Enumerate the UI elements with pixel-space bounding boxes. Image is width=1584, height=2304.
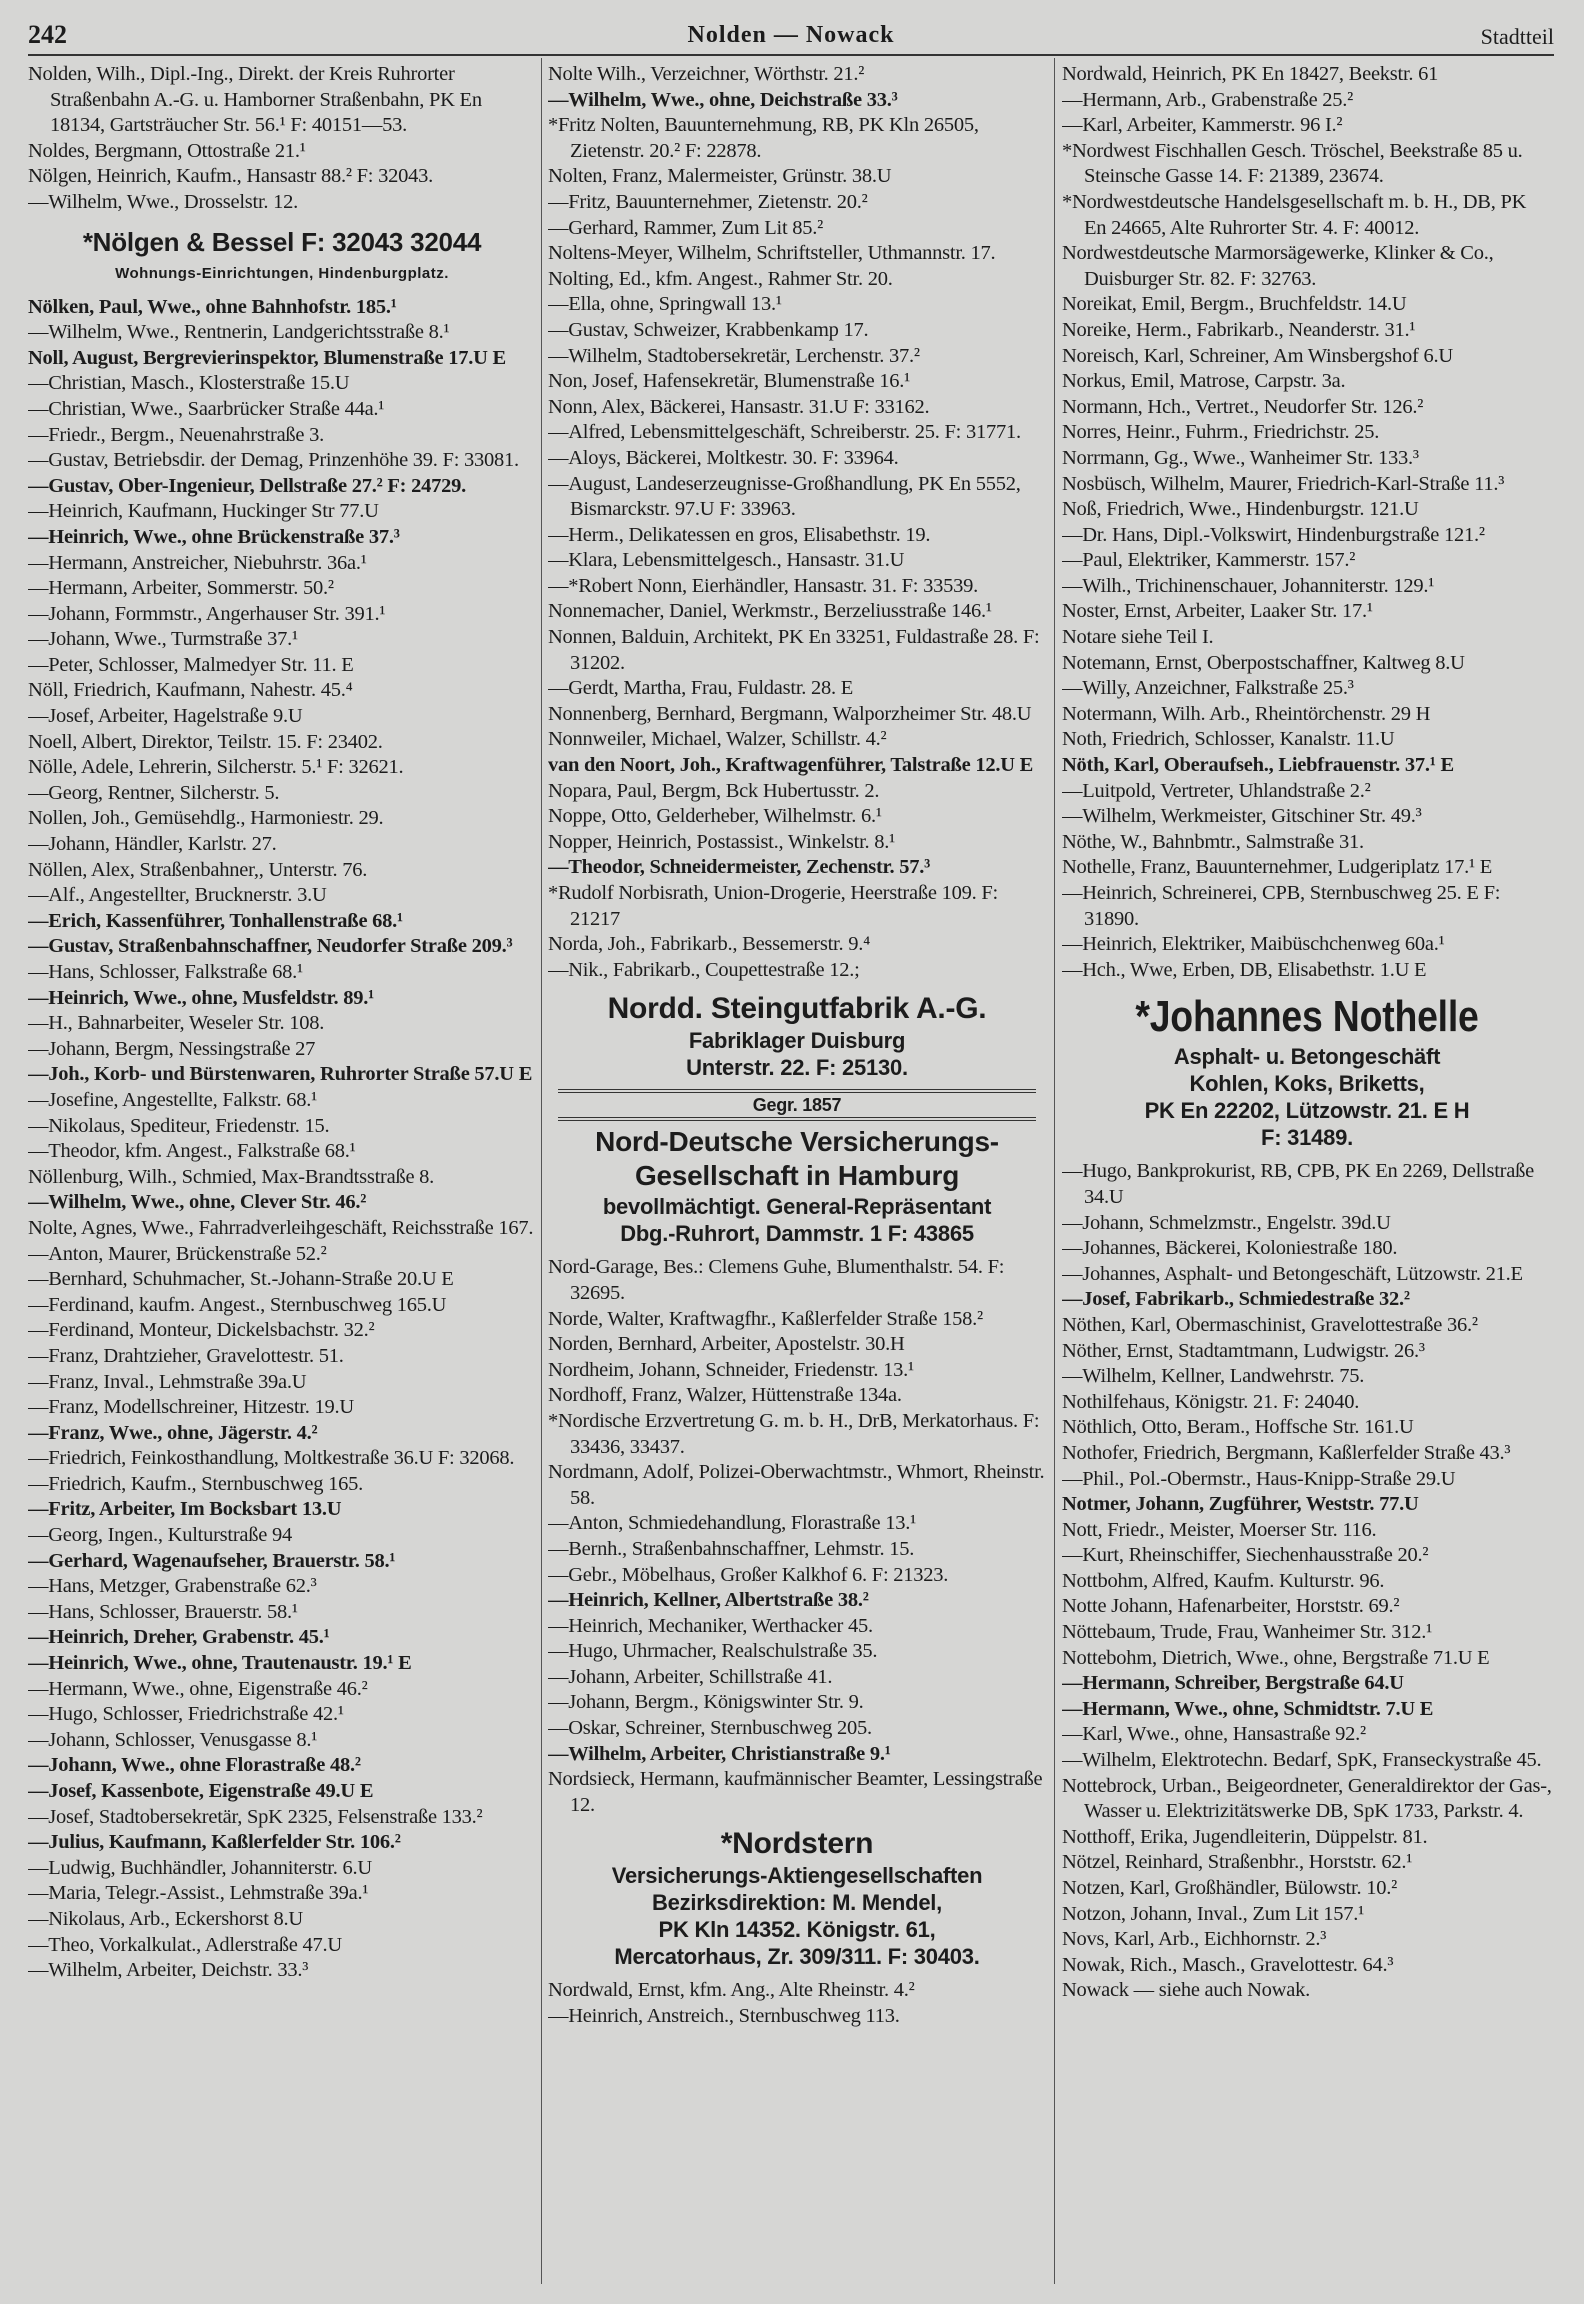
column-divider	[1054, 58, 1055, 2284]
directory-entry: —Ella, ohne, Springwall 13.¹	[548, 293, 782, 316]
directory-entry: Nothilfehaus, Königstr. 21. F: 24040.	[1062, 1390, 1360, 1413]
advertisement-line: *Johannes Nothelle	[1135, 992, 1479, 1042]
directory-entry: Nosbüsch, Wilhelm, Maurer, Friedrich-Karl-Straße 11.³	[1062, 472, 1505, 495]
directory-entry: —Gebr., Möbelhaus, Großer Kalkhof 6. F: 21323.	[548, 1563, 949, 1586]
directory-entry: —Wilhelm, Arbeiter, Deichstr. 33.³	[28, 1959, 309, 1982]
directory-entry: —Peter, Schlosser, Malmedyer Str. 11. E	[28, 653, 354, 676]
directory-entry: —Heinrich, Schreinerei, CPB, Sternbuschweg 25. E F: 31890.	[1062, 882, 1501, 930]
advertisement-line: Gegr. 1857	[558, 1089, 1036, 1121]
directory-entry: Nöll, Friedrich, Kaufmann, Nahestr. 45.⁴	[28, 679, 353, 702]
directory-entry: —Wilhelm, Wwe., Drosselstr. 12.	[28, 190, 299, 213]
directory-entry: —Ludwig, Buchhändler, Johanniterstr. 6.U	[28, 1856, 372, 1879]
directory-entry: Noreikat, Emil, Bergm., Bruchfeldstr. 14.U	[1062, 293, 1407, 316]
directory-entry: —Johann, Schlosser, Venusgasse 8.¹	[28, 1728, 318, 1751]
directory-entry: —Heinrich, Anstreich., Sternbuschweg 113.	[548, 2005, 900, 2028]
directory-entry: Noß, Friedrich, Wwe., Hindenburgstr. 121.U	[1062, 498, 1419, 521]
directory-entry: Nöthlich, Otto, Beram., Hoffsche Str. 161.U	[1062, 1416, 1414, 1439]
directory-entry: —Anton, Maurer, Brückenstraße 52.²	[28, 1242, 327, 1265]
directory-entry: —Bernh., Straßenbahnschaffner, Lehmstr. 15.	[548, 1537, 915, 1560]
directory-entry: —Gustav, Schweizer, Krabbenkamp 17.	[548, 318, 869, 341]
directory-entry: Notermann, Wilh. Arb., Rheintörchenstr. 29 H	[1062, 702, 1431, 725]
directory-entry: Nollen, Joh., Gemüsehdlg., Harmoniestr. 29.	[28, 807, 384, 830]
directory-entry: van den Noort, Joh., Kraftwagenführer, Talstraße 12.U E	[548, 754, 1034, 777]
directory-entry: —Ferdinand, kaufm. Angest., Sternbuschweg 165.U	[28, 1293, 447, 1316]
directory-entry: Nordhoff, Franz, Walzer, Hüttenstraße 134a.	[548, 1384, 902, 1407]
directory-entry: —Heinrich, Elektriker, Maibüschchenweg 60a.¹	[1062, 933, 1445, 956]
directory-entry: Normann, Hch., Vertret., Neudorfer Str. 126.²	[1062, 395, 1424, 418]
district-label: Stadtteil	[1480, 24, 1554, 49]
directory-entry: —Dr. Hans, Dipl.-Volkswirt, Hindenburgstraße 121.²	[1062, 523, 1485, 546]
directory-entry: Nöthe, W., Bahnbmtr., Salmstraße 31.	[1062, 830, 1364, 853]
directory-entry: Notare siehe Teil I.	[1062, 626, 1214, 649]
directory-entry: —Julius, Kaufmann, Kaßlerfelder Str. 106.²	[28, 1831, 401, 1854]
directory-entry: —Gerdt, Martha, Frau, Fuldastr. 28. E	[548, 677, 854, 700]
directory-entry: Nonnen, Balduin, Architekt, PK En 33251, Fuldastraße 28. F: 31202.	[548, 626, 1040, 674]
directory-entry: Notte Johann, Hafenarbeiter, Horststr. 69.²	[1062, 1595, 1400, 1618]
directory-entry: Nottbohm, Alfred, Kaufm. Kulturstr. 96.	[1062, 1569, 1385, 1592]
directory-entry: —Johann, Bergm., Königswinter Str. 9.	[548, 1691, 864, 1714]
directory-entry: —Luitpold, Vertreter, Uhlandstraße 2.²	[1062, 779, 1371, 802]
directory-entry: Nordmann, Adolf, Polizei-Oberwachtmstr., Whmort, Rheinstr. 58.	[548, 1461, 1045, 1509]
advertisement-line: PK Kln 14352. Königstr. 61,	[658, 1917, 936, 1943]
directory-entry: *Fritz Nolten, Bauunternehmung, RB, PK Kln 26505, Zietenstr. 20.² F: 22878.	[548, 114, 979, 162]
directory-entry: Nolden, Wilh., Dipl.-Ing., Direkt. der Kreis Ruhrorter Straßenbahn A.-G. u. Hamborner Straßenbahn, PK En 18134, Gartsträucher Str. 56.¹ F: 40151—53.	[28, 63, 482, 137]
advertisement-line: *Nölgen & Bessel F: 32043 32044	[82, 226, 482, 257]
directory-entry: —Anton, Schmiedehandlung, Florastraße 13.¹	[548, 1512, 916, 1535]
directory-entry: Nonnenberg, Bernhard, Bergmann, Walporzheimer Str. 48.U	[548, 702, 1032, 725]
directory-entry: —Wilhelm, Werkmeister, Gitschiner Str. 49.³	[1062, 805, 1422, 828]
directory-entry: —Hermann, Anstreicher, Niebuhrstr. 36a.¹	[28, 551, 367, 574]
directory-entry: —Franz, Modellschreiner, Hitzestr. 19.U	[28, 1396, 354, 1419]
directory-entry: —Franz, Inval., Lehmstraße 39a.U	[28, 1370, 307, 1393]
directory-entry: Nordsieck, Hermann, kaufmännischer Beamter, Lessingstraße 12.	[548, 1768, 1043, 1816]
directory-entry: Norden, Bernhard, Arbeiter, Apostelstr. 30.H	[548, 1333, 905, 1356]
advertisement-line: Asphalt- u. Betongeschäft	[1173, 1044, 1441, 1070]
directory-entry: Noll, August, Bergrevierinspektor, Blumenstraße 17.U E	[28, 346, 506, 369]
directory-entry: Nothelle, Franz, Bauunternehmer, Ludgeriplatz 17.¹ E	[1062, 856, 1493, 879]
directory-entry: —Herm., Delikatessen en gros, Elisabethstr. 19.	[548, 523, 931, 546]
directory-entry: —Johann, Arbeiter, Schillstraße 41.	[548, 1665, 833, 1688]
directory-entry: —Bernhard, Schuhmacher, St.-Johann-Straße 20.U E	[28, 1268, 454, 1291]
directory-entry: *Nordwest Fischhallen Gesch. Tröschel, Beekstraße 85 u. Steinsche Gasse 14. F: 21389, 23674.	[1062, 139, 1523, 188]
advertisement-line: Mercatorhaus, Zr. 309/311. F: 30403.	[614, 1944, 980, 1970]
directory-entry: Nord-Garage, Bes.: Clemens Guhe, Blumenthalstr. 54. F: 32695.	[548, 1256, 1005, 1304]
directory-entry: —Hans, Schlosser, Falkstraße 68.¹	[28, 961, 303, 983]
directory-entry: Norde, Walter, Kraftwagfhr., Kaßlerfelder Straße 158.²	[548, 1307, 983, 1330]
directory-entry: —Gerhard, Rammer, Zum Lit 85.²	[548, 216, 824, 239]
directory-entry: Nothofer, Friedrich, Bergmann, Kaßlerfelder Straße 43.³	[1062, 1441, 1511, 1464]
directory-entry: Noltens-Meyer, Wilhelm, Schriftsteller, Uthmannstr. 17.	[548, 242, 996, 265]
directory-entry: —August, Landeserzeugnisse-Großhandlung, PK En 5552, Bismarckstr. 97.U F: 33963.	[548, 472, 1021, 521]
advertisement	[548, 991, 1046, 1081]
directory-entry: —Josef, Stadtobersekretär, SpK 2325, Felsenstraße 133.²	[28, 1805, 483, 1828]
directory-entry: —Friedrich, Feinkosthandlung, Moltkestraße 36.U F: 32068.	[28, 1447, 515, 1470]
directory-entry: —Wilhelm, Wwe., Rentnerin, Landgerichtsstraße 8.¹	[28, 321, 450, 344]
directory-entry: Nöther, Ernst, Stadtamtmann, Ludwigstr. 26.³	[1062, 1339, 1425, 1362]
advertisement-line: Dbg.-Ruhrort, Dammstr. 1 F: 43865	[620, 1221, 974, 1247]
directory-entry: Nowack — siehe auch Nowak.	[1062, 1979, 1310, 2002]
directory-entry: Non, Josef, Hafensekretär, Blumenstraße 16.¹	[548, 370, 911, 393]
directory-entry: —Franz, Drahtzieher, Gravelottestr. 51.	[28, 1344, 344, 1367]
directory-entry: —Heinrich, Wwe., ohne Brückenstraße 37.³	[28, 525, 400, 548]
directory-entry: —Hermann, Wwe., ohne, Eigenstraße 46.²	[28, 1677, 368, 1700]
directory-entry: —Paul, Elektriker, Kammerstr. 157.²	[1062, 549, 1356, 572]
directory-entry: —Joh., Korb- und Bürstenwaren, Ruhrorter Straße 57.U E	[28, 1063, 533, 1086]
directory-entry: —Wilhelm, Kellner, Landwehrstr. 75.	[1062, 1365, 1365, 1388]
directory-entry: —Aloys, Bäckerei, Moltkestr. 30. F: 33964.	[548, 446, 899, 469]
directory-entry: Notemann, Ernst, Oberpostschaffner, Kaltweg 8.U	[1062, 651, 1465, 674]
advertisement-line: bevollmächtigt. General-Repräsentant	[602, 1194, 992, 1220]
directory-entry: Notmer, Johann, Zugführer, Weststr. 77.U	[1062, 1493, 1419, 1516]
directory-column-1	[28, 62, 536, 2286]
directory-entry: Nöttebaum, Trude, Frau, Wanheimer Str. 312.¹	[1062, 1621, 1433, 1644]
directory-entry: —Johann, Bergm, Nessingstraße 27	[28, 1037, 316, 1060]
directory-entry: Noldes, Bergmann, Ottostraße 21.¹	[28, 139, 306, 162]
directory-entry: —Josef, Fabrikarb., Schmiedestraße 32.²	[1062, 1288, 1410, 1311]
directory-entry: —Klara, Lebensmittelgesch., Hansastr. 31.U	[548, 549, 905, 572]
directory-entry: —Theo, Vorkalkulat., Adlerstraße 47.U	[28, 1933, 342, 1956]
directory-entry: Noth, Friedrich, Schlosser, Kanalstr. 11.U	[1062, 728, 1395, 751]
advertisement-line: Versicherungs-Aktiengesellschaften	[611, 1863, 983, 1889]
directory-entry: —Hugo, Bankprokurist, RB, CPB, PK En 2269, Dellstraße 34.U	[1062, 1160, 1534, 1208]
directory-entry: Noreisch, Karl, Schreiner, Am Winsbergshof 6.U	[1062, 344, 1453, 367]
advertisement-line: Nordd. Steingutfabrik A.-G.	[607, 992, 987, 1026]
directory-entry: —Wilhelm, Stadtobersekretär, Lerchenstr. 37.²	[548, 344, 920, 367]
advertisement	[28, 224, 536, 287]
directory-entry: —Gustav, Ober-Ingenieur, Dellstraße 27.² F: 24729.	[28, 474, 466, 497]
directory-entry: *Rudolf Norbisrath, Union-Drogerie, Heerstraße 109. F: 21217	[548, 882, 998, 930]
directory-entry: —Heinrich, Wwe., ohne, Musfeldstr. 89.¹	[28, 986, 375, 1009]
directory-entry: —*Robert Nonn, Eierhändler, Hansastr. 31. F: 33539.	[548, 574, 978, 597]
directory-entry: Norres, Heinr., Fuhrm., Friedrichstr. 25.	[1062, 421, 1380, 444]
directory-entry: —Johann, Wwe., ohne Florastraße 48.²	[28, 1754, 361, 1777]
directory-entry: Norrmann, Gg., Wwe., Wanheimer Str. 133.³	[1062, 446, 1419, 469]
directory-entry: —H., Bahnarbeiter, Weseler Str. 108.	[28, 1012, 325, 1035]
directory-column-2	[548, 62, 1046, 2286]
directory-entry: *Nordische Erzvertretung G. m. b. H., DrB, Merkatorhaus. F: 33436, 33437.	[548, 1409, 1040, 1458]
directory-entry: —Christian, Masch., Klosterstraße 15.U	[28, 372, 350, 395]
directory-entry: —Johann, Schmelzmstr., Engelstr. 39d.U	[1062, 1211, 1391, 1234]
advertisement-line: Nord-Deutsche Versicherungs-	[595, 1126, 999, 1158]
name-range-title: Nolden — Nowack	[687, 22, 895, 48]
directory-entry: Norkus, Emil, Matrose, Carpstr. 3a.	[1062, 370, 1346, 393]
advertisement-line: Fabriklager Duisburg	[688, 1028, 906, 1054]
directory-entry: —Willy, Anzeichner, Falkstraße 25.³	[1062, 677, 1354, 700]
directory-entry: —Georg, Ingen., Kulturstraße 94	[28, 1524, 293, 1547]
directory-entry: —Hermann, Wwe., ohne, Schmidtstr. 7.U E	[1062, 1697, 1434, 1720]
directory-entry: —Christian, Wwe., Saarbrücker Straße 44a.¹	[28, 397, 385, 420]
directory-entry: Nottebrock, Urban., Beigeordneter, Generaldirektor der Gas-, Wasser u. Elektrizitätswerke DB, SpK 1733, Parkstr. 4.	[1062, 1774, 1552, 1823]
advertisement-line: PK En 22202, Lützowstr. 21. E H	[1144, 1098, 1470, 1124]
directory-entry: Nölgen, Heinrich, Kaufm., Hansastr 88.² F: 32043.	[28, 165, 433, 188]
directory-entry: —Johann, Formmstr., Angerhauser Str. 391.¹	[28, 602, 386, 625]
directory-entry: —Hans, Metzger, Grabenstraße 62.³	[28, 1575, 317, 1598]
directory-column-3	[1062, 62, 1552, 2286]
directory-entry: —Franz, Wwe., ohne, Jägerstr. 4.²	[28, 1421, 318, 1444]
directory-entry: Nolting, Ed., kfm. Angest., Rahmer Str. 20.	[548, 267, 893, 290]
directory-entry: —Fritz, Arbeiter, Im Bocksbart 13.U	[28, 1498, 342, 1521]
advertisement-line: Bezirksdirektion: M. Mendel,	[651, 1890, 943, 1916]
directory-entry: —Hermann, Arbeiter, Sommerstr. 50.²	[28, 577, 334, 600]
directory-entry: Nordwald, Heinrich, PK En 18427, Beekstr. 61	[1062, 63, 1439, 85]
directory-entry: —Wilhelm, Wwe., ohne, Deichstraße 33.³	[548, 88, 898, 111]
directory-entry: Nopara, Paul, Bergm, Bck Hubertusstr. 2.	[548, 779, 880, 802]
directory-entry: Nölle, Adele, Lehrerin, Silcherstr. 5.¹ F: 32621.	[28, 756, 404, 779]
directory-entry: —Hch., Wwe, Erben, DB, Elisabethstr. 1.U E	[1062, 958, 1427, 981]
directory-entry: —Johannes, Asphalt- und Betongeschäft, Lützowstr. 21.E	[1062, 1262, 1523, 1285]
directory-entry: —Heinrich, Dreher, Grabenstr. 45.¹	[28, 1626, 330, 1649]
directory-entry: —Gustav, Betriebsdir. der Demag, Prinzenhöhe 39. F: 33081.	[28, 449, 519, 472]
directory-entry: Nöllen, Alex, Straßenbahner,, Unterstr. 76.	[28, 858, 368, 881]
directory-entry: —Friedr., Bergm., Neuenahrstraße 3.	[28, 423, 325, 446]
advertisement-line: Kohlen, Koks, Briketts,	[1189, 1071, 1425, 1097]
directory-entry: Nonnemacher, Daniel, Werkmstr., Berzeliusstraße 146.¹	[548, 600, 992, 623]
directory-entry: —Heinrich, Kellner, Albertstraße 38.²	[548, 1589, 869, 1612]
directory-entry: —Gerhard, Wagenaufseher, Brauerstr. 58.¹	[28, 1549, 396, 1572]
directory-entry: Noell, Albert, Direktor, Teilstr. 15. F: 23402.	[28, 730, 383, 753]
directory-entry: Noreike, Herm., Fabrikarb., Neanderstr. 31.¹	[1062, 318, 1416, 341]
directory-entry: Nöth, Karl, Oberaufseh., Liebfrauenstr. 37.¹ E	[1062, 754, 1454, 777]
directory-entry: —Karl, Arbeiter, Kammerstr. 96 I.²	[1062, 114, 1343, 137]
advertisement	[548, 1826, 1046, 1970]
advertisement	[1062, 991, 1552, 1151]
directory-entry: —Heinrich, Kaufmann, Huckinger Str 77.U	[28, 500, 379, 523]
directory-entry: Nonn, Alex, Bäckerei, Hansastr. 31.U F: 33162.	[548, 395, 930, 418]
directory-entry: Nölken, Paul, Wwe., ohne Bahnhofstr. 185.¹	[28, 295, 397, 318]
directory-entry: *Nordwestdeutsche Handelsgesellschaft m. b. H., DB, PK En 24665, Alte Ruhrorter Str. 4. F: 40012.	[1062, 190, 1527, 239]
directory-entry: Nöllenburg, Wilh., Schmied, Max-Brandtsstraße 8.	[28, 1165, 435, 1188]
directory-entry: —Nik., Fabrikarb., Coupettestraße 12.;	[548, 958, 860, 981]
directory-entry: —Josef, Arbeiter, Hagelstraße 9.U	[28, 705, 303, 728]
directory-entry: —Johann, Händler, Karlstr. 27.	[28, 833, 277, 856]
directory-entry: Notthoff, Erika, Jugendleiterin, Düppelstr. 81.	[1062, 1825, 1428, 1848]
directory-entry: —Johann, Wwe., Turmstraße 37.¹	[28, 628, 298, 651]
directory-entry: Nopper, Heinrich, Postassist., Winkelstr. 8.¹	[548, 830, 896, 853]
directory-entry: —Josefine, Angestellte, Falkstr. 68.¹	[28, 1088, 317, 1111]
directory-entry: Nordheim, Johann, Schneider, Friedenstr. 13.¹	[548, 1358, 914, 1381]
directory-entry: —Heinrich, Wwe., ohne, Trautenaustr. 19.¹ E	[28, 1652, 412, 1675]
directory-entry: —Hugo, Schlosser, Friedrichstraße 42.¹	[28, 1703, 344, 1726]
directory-entry: —Phil., Pol.-Obermstr., Haus-Knipp-Straße 29.U	[1062, 1467, 1456, 1490]
directory-entry: —Hans, Schlosser, Brauerstr. 58.¹	[28, 1600, 298, 1623]
directory-entry: —Karl, Wwe., ohne, Hansastraße 92.²	[1062, 1723, 1366, 1746]
directory-entry: —Wilhelm, Elektrotechn. Bedarf, SpK, Franseckystraße 45.	[1062, 1749, 1542, 1772]
directory-entry: —Gustav, Straßenbahnschaffner, Neudorfer Straße 209.³	[28, 935, 513, 958]
directory-entry: —Erich, Kassenführer, Tonhallenstraße 68.¹	[28, 909, 403, 932]
directory-entry: Nolten, Franz, Malermeister, Grünstr. 38.U	[548, 165, 892, 188]
advertisement	[548, 1089, 1046, 1247]
directory-entry: Novs, Karl, Arb., Eichhornstr. 2.³	[1062, 1928, 1327, 1951]
directory-entry: Norda, Joh., Fabrikarb., Bessemerstr. 9.⁴	[548, 933, 870, 956]
directory-entry: Nottebohm, Dietrich, Wwe., ohne, Bergstraße 71.U E	[1062, 1646, 1490, 1669]
advertisement-line: *Nordstern	[720, 1827, 874, 1861]
directory-entry: Nordwestdeutsche Marmorsägewerke, Klinker & Co., Duisburger Str. 82. F: 32763.	[1062, 242, 1494, 290]
directory-entry: Notzon, Johann, Inval., Zum Lit 157.¹	[1062, 1902, 1365, 1925]
directory-entry: —Alfred, Lebensmittelgeschäft, Schreiberstr. 25. F: 31771.	[548, 421, 1021, 444]
directory-entry: Nordwald, Ernst, kfm. Ang., Alte Rheinstr. 4.²	[548, 1979, 915, 2002]
directory-entry: —Wilhelm, Arbeiter, Christianstraße 9.¹	[548, 1742, 891, 1765]
directory-entry: —Georg, Rentner, Silcherstr. 5.	[28, 781, 280, 804]
page-number: 242	[28, 20, 67, 49]
directory-entry: —Johannes, Bäckerei, Koloniestraße 180.	[1062, 1237, 1398, 1260]
directory-entry: —Ferdinand, Monteur, Dickelsbachstr. 32.²	[28, 1319, 375, 1342]
directory-entry: Nott, Friedr., Meister, Moerser Str. 116.	[1062, 1518, 1377, 1541]
advertisement-line: Gesellschaft in Hamburg	[634, 1160, 960, 1192]
advertisement-line: Wohnungs-Einrichtungen, Hindenburgplatz.	[115, 264, 449, 282]
column-divider	[541, 58, 542, 2284]
directory-entry: —Theodor, Schneidermeister, Zechenstr. 57.³	[548, 856, 931, 879]
directory-entry: Nowak, Rich., Masch., Gravelottestr. 64.³	[1062, 1953, 1394, 1976]
directory-entry: Noster, Ernst, Arbeiter, Laaker Str. 17.¹	[1062, 600, 1373, 623]
directory-entry: —Alf., Angestellter, Brucknerstr. 3.U	[28, 884, 327, 907]
advertisement-line: F: 31489.	[1261, 1125, 1353, 1151]
directory-entry: —Fritz, Bauunternehmer, Zietenstr. 20.²	[548, 190, 868, 213]
directory-entry: Nötzel, Reinhard, Straßenbhr., Horststr. 62.¹	[1062, 1851, 1413, 1874]
directory-entry: —Oskar, Schreiner, Sternbuschweg 205.	[548, 1717, 872, 1740]
page-header	[28, 14, 1554, 56]
directory-entry: —Theodor, kfm. Angest., Falkstraße 68.¹	[28, 1140, 356, 1163]
directory-entry: —Kurt, Rheinschiffer, Siechenhausstraße 20.²	[1062, 1544, 1429, 1567]
advertisement-line: Unterstr. 22. F: 25130.	[686, 1055, 908, 1081]
directory-entry: —Hermann, Arb., Grabenstraße 25.²	[1062, 88, 1354, 111]
directory-entry: —Nikolaus, Arb., Eckershorst 8.U	[28, 1907, 303, 1930]
directory-entry: Noppe, Otto, Gelderheber, Wilhelmstr. 6.¹	[548, 805, 882, 828]
directory-entry: Nöthen, Karl, Obermaschinist, Gravelottestraße 36.²	[1062, 1313, 1478, 1336]
directory-entry: —Hermann, Schreiber, Bergstraße 64.U	[1062, 1672, 1404, 1695]
directory-entry: —Nikolaus, Spediteur, Friedenstr. 15.	[28, 1114, 330, 1137]
directory-entry: —Maria, Telegr.-Assist., Lehmstraße 39a.¹	[28, 1882, 369, 1905]
directory-entry: Nolte Wilh., Verzeichner, Wörthstr. 21.²	[548, 63, 865, 85]
directory-entry: —Wilh., Trichinenschauer, Johanniterstr. 129.¹	[1062, 574, 1435, 597]
directory-entry: —Josef, Kassenbote, Eigenstraße 49.U E	[28, 1780, 374, 1802]
directory-entry: —Friedrich, Kaufm., Sternbuschweg 165.	[28, 1472, 363, 1495]
directory-entry: —Heinrich, Mechaniker, Werthacker 45.	[548, 1614, 873, 1637]
directory-entry: Notzen, Karl, Großhändler, Bülowstr. 10.²	[1062, 1877, 1397, 1899]
directory-entry: Nonnweiler, Michael, Walzer, Schillstr. 4.²	[548, 728, 887, 751]
directory-entry: —Hugo, Uhrmacher, Realschulstraße 35.	[548, 1640, 878, 1663]
directory-entry: Nolte, Agnes, Wwe., Fahrradverleihgeschäft, Reichsstraße 167.	[28, 1216, 534, 1239]
directory-entry: —Wilhelm, Wwe., ohne, Clever Str. 46.²	[28, 1191, 367, 1214]
